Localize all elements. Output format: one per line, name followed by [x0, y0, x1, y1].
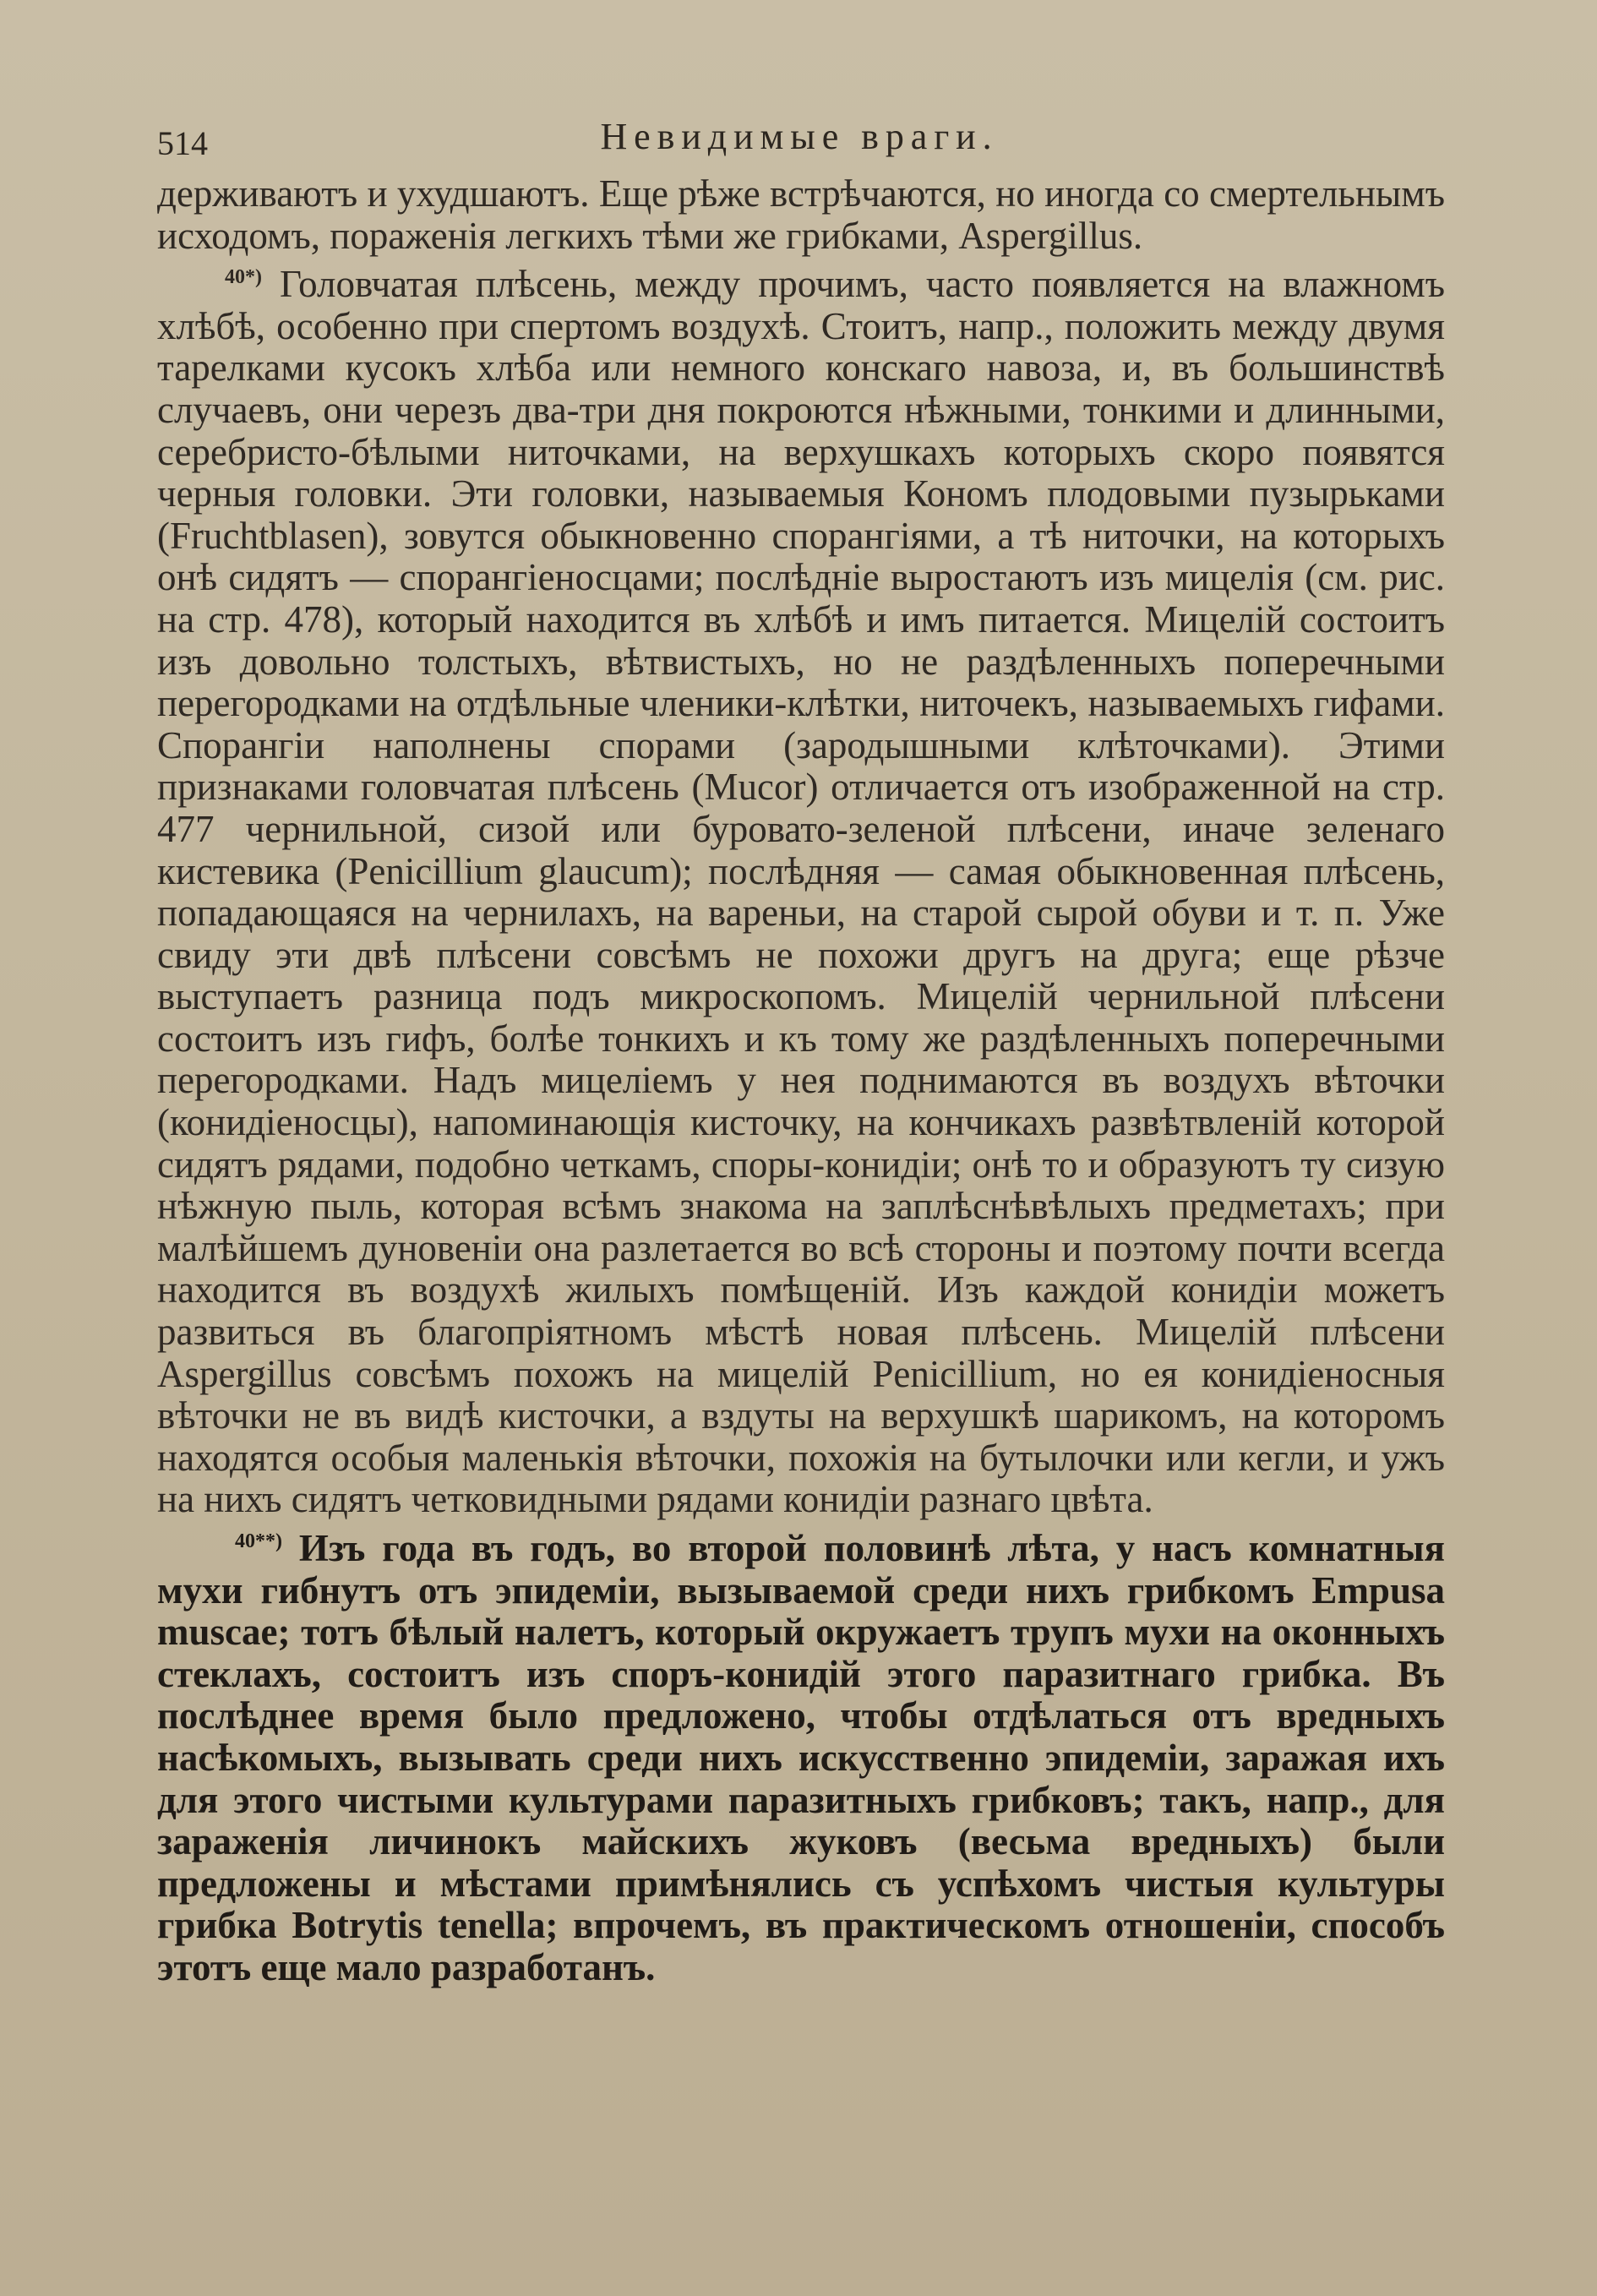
footnote-marker: 40**): [235, 1530, 282, 1552]
paragraph-text: Изъ года въ годъ, во второй половинѣ лѣта, у насъ комнатныя мухи гибнутъ отъ эпидеміи, вызываемой среди нихъ грибкомъ Empusa muscae; тотъ бѣлый налетъ, который окружаетъ трупъ мухи на оконныхъ стеклахъ, состоитъ изъ споръ-конидій этого паразитнаго грибка. Въ послѣднее время было предложено, чтобы отдѣлаться отъ вредныхъ насѣкомыхъ, вызывать среди нихъ искусственно эпидеміи, заражая ихъ для этого чистыми культурами паразитныхъ грибковъ; такъ, напр., для зараженія личинокъ майскихъ жуковъ (весьма вредныхъ) были предложены и мѣстами примѣнялись съ успѣхомъ чистыя культуры грибка Botrytis tenella; впрочемъ, въ практическомъ отношеніи, способъ этотъ еще мало разработанъ.: [157, 1527, 1445, 1988]
footnote-marker: 40*): [225, 266, 262, 289]
paragraph-text: держиваютъ и ухудшаютъ. Еще рѣже встрѣчаются, но иногда со смертельнымъ исходомъ, пораженія легкихъ тѣми же грибками, Aspergillus.: [157, 172, 1445, 257]
running-title: Невидимые враги.: [600, 116, 999, 157]
footnote-40-double-star: [157, 1521, 1445, 1989]
body-text: [157, 173, 1445, 1989]
paragraph-text: Головчатая плѣсень, между прочимъ, часто появляется на влажномъ хлѣбѣ, особенно при спертомъ воздухѣ. Стоитъ, напр., положить между двумя тарелками кусокъ хлѣба или немного конскаго навоза, и, въ большинствѣ случаевъ, они черезъ два-три дня покроются нѣжными, тонкими и длинными, серебристо-бѣлыми ниточками, на верхушкахъ которыхъ скоро появятся черныя головки. Эти головки, называемыя Кономъ плодовыми пузырьками (Fruchtblasen), зовутся обыкновенно спорангіями, а тѣ ниточки, на которыхъ онѣ сидятъ — спорангіеносцами; послѣдніе выростаютъ изъ мицелія (см. рис. на стр. 478), который находится въ хлѣбѣ и имъ питается. Мицелій состоитъ изъ довольно толстыхъ, вѣтвистыхъ, но не раздѣленныхъ поперечными перегородками на отдѣльные членики-клѣтки, ниточекъ, называемыхъ гифами. Спорангіи наполнены спорами (зародышными клѣточками). Этими признаками головчатая плѣсень (Mucor) отличается отъ изображенной на стр. 477 чернильной, сизой или буровато-зеленой плѣсени, иначе зеленаго кистевика (Penicillium glaucum); послѣдняя — самая обыкновенная плѣсень, попадающаяся на чернилахъ, на вареньи, на старой сырой обуви и т. п. Уже свиду эти двѣ плѣсени совсѣмъ не похожи другъ на друга; еще рѣзче выступаетъ разница подъ микроскопомъ. Мицелій чернильной плѣсени состоитъ изъ гифъ, болѣе тонкихъ и къ тому же раздѣленныхъ поперечными перегородками. Надъ мицеліемъ у нея поднимаются въ воздухъ вѣточки (конидіеносцы), напоминающія кисточку, на кончикахъ развѣтвленій которой сидятъ рядами, подобно четкамъ, споры-конидіи; онѣ то и образуютъ ту сизую нѣжную пыль, которая всѣмъ знакома на заплѣснѣвѣлыхъ предметахъ; при малѣйшемъ дуновеніи она разлетается во всѣ стороны и поэтому почти всегда находится въ воздухѣ жилыхъ помѣщеній. Изъ каждой конидіи можетъ развиться въ благопріятномъ мѣстѣ новая плѣсень. Мицелій плѣсени Aspergillus совсѣмъ похожъ на мицелій Penicillium, но ея конидіеносныя вѣточки не въ видѣ кисточки, а вздуты на верхушкѣ шарикомъ, на которомъ находятся особыя маленькія вѣточки, похожія на бутылочки или кегли, и ужъ на нихъ сидятъ четковидными рядами конидіи разнаго цвѣта.: [157, 263, 1445, 1521]
page-header: [157, 108, 1442, 176]
page-number: 514: [157, 124, 208, 162]
footnote-40-star: [157, 257, 1445, 1521]
paragraph-continuation: [157, 173, 1445, 257]
